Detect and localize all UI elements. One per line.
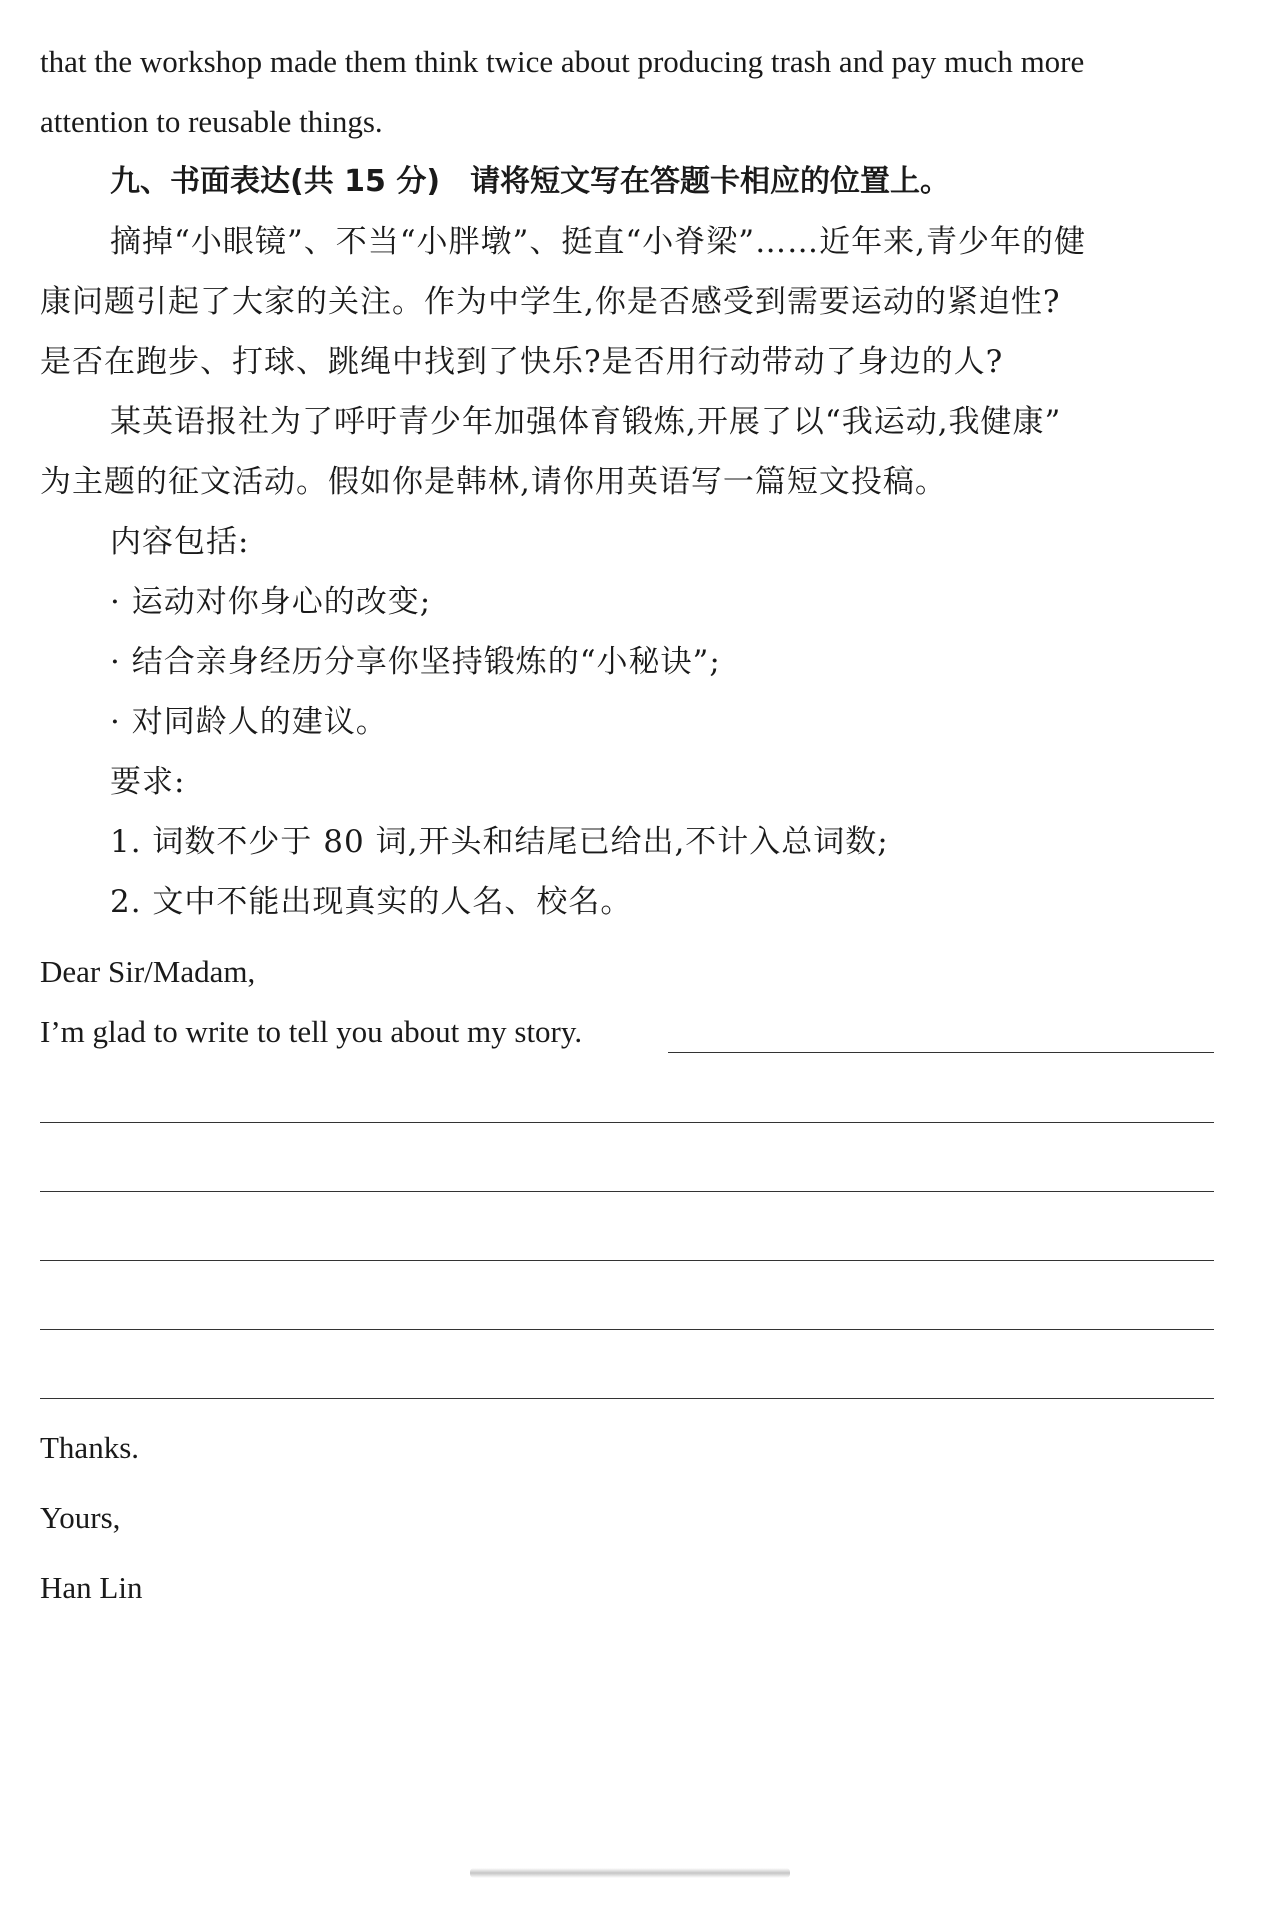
letter-closing: Thanks. — [40, 1430, 140, 1465]
answer-line-inline[interactable] — [668, 1052, 1214, 1053]
requirement-item: 1. 词数不少于 80 词,开头和结尾已给出,不计入总词数; — [110, 824, 889, 860]
answer-line[interactable] — [40, 1260, 1214, 1261]
letter-signoff: Yours, — [40, 1500, 121, 1535]
content-item: · 结合亲身经历分享你坚持锻炼的“小秘诀”; — [110, 644, 721, 680]
requirement-item: 2. 文中不能出现真实的人名、校名。 — [110, 884, 633, 920]
section-heading — [110, 162, 950, 202]
letter-greeting: Dear Sir/Madam, — [40, 954, 256, 989]
answer-line[interactable] — [40, 1329, 1214, 1330]
passage-end-line-1: that the workshop made them think twice about producing trash and pay much more — [40, 44, 1085, 79]
letter-opening: I’m glad to write to tell you about my story. — [40, 1014, 583, 1049]
section-title: 九、书面表达(共 15 分) — [110, 164, 441, 199]
passage-end-line-2: attention to reusable things. — [40, 104, 383, 139]
prompt-paragraph-1-line-2: 康问题引起了大家的关注。作为中学生,你是否感受到需要运动的紧迫性? — [40, 284, 1061, 320]
content-item: · 对同龄人的建议。 — [110, 704, 388, 740]
answer-line[interactable] — [40, 1191, 1214, 1192]
prompt-paragraph-1-line-3: 是否在跑步、打球、跳绳中找到了快乐?是否用行动带动了身边的人? — [40, 344, 1004, 380]
content-item: · 运动对你身心的改变; — [110, 584, 432, 620]
letter-signature-name: Han Lin — [40, 1570, 143, 1605]
content-label: 内容包括: — [110, 524, 250, 560]
scan-smudge — [470, 1868, 790, 1878]
prompt-paragraph-1-line-1: 摘掉“小眼镜”、不当“小胖墩”、挺直“小脊梁”……近年来,青少年的健 — [110, 224, 1086, 260]
section-instruction: 请将短文写在答题卡相应的位置上。 — [470, 164, 951, 199]
prompt-paragraph-2-line-2: 为主题的征文活动。假如你是韩林,请你用英语写一篇短文投稿。 — [40, 464, 947, 500]
requirements-label: 要求: — [110, 764, 186, 800]
answer-line[interactable] — [40, 1122, 1214, 1123]
answer-line[interactable] — [40, 1398, 1214, 1399]
prompt-paragraph-2-line-1: 某英语报社为了呼吁青少年加强体育锻炼,开展了以“我运动,我健康” — [110, 404, 1062, 440]
